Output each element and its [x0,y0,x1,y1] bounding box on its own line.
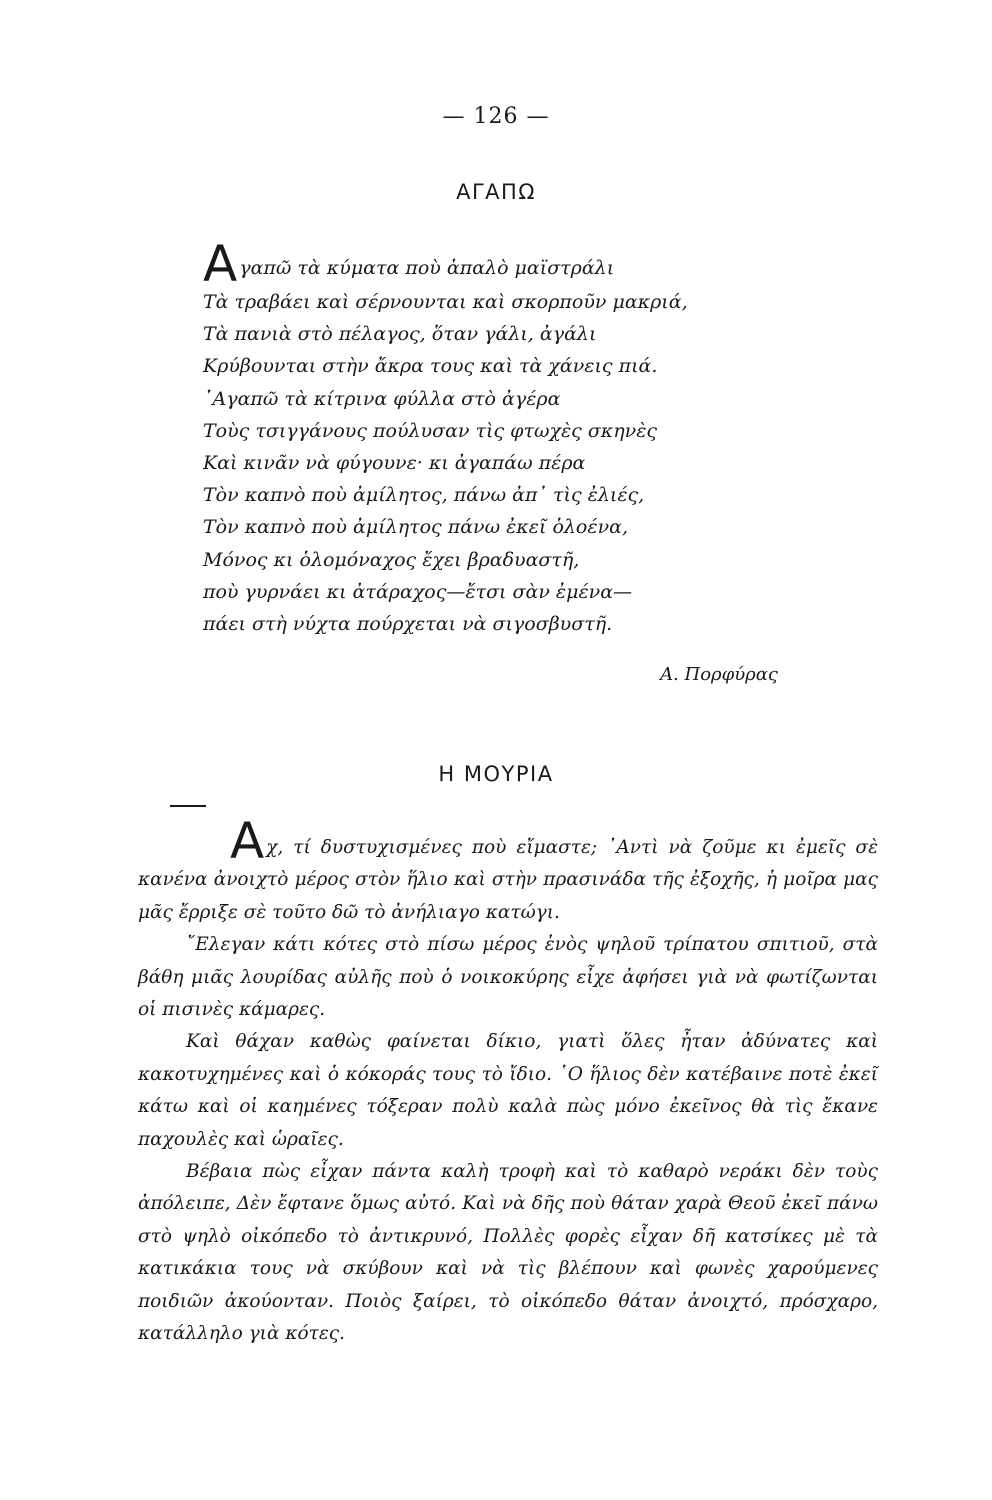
story-body [138,812,878,1351]
story-paragraph: Καὶ θάχαν καθὼς φαίνεται δίκιο, γιατὶ ὅλες ἦταν ἀδύνατες καὶ κακοτυχημένες καὶ ὁ κόκοράς τους τὸ ἴδιο. ῾Ο ἥλιος δὲν κατέβαινε ποτὲ ἐκεῖ κάτω καὶ οἱ καημένες τόξεραν πολὺ καλὰ πὼς μόνο ἐκεῖνος θὰ τὶς ἔκανε παχουλὲς καὶ ὡραῖες. [138,1031,878,1150]
story-paragraph: ῎Ελεγαν κάτι κότες στὸ πίσω μέρος ἑνὸς ψηλοῦ τρίπατου σπιτιοῦ, στὰ βάθη μιᾶς λουρίδας αὐλῆς ποὺ ὁ νοικοκύρης εἶχε ἀφήσει γιὰ νὰ φωτίζωνται οἱ πισινὲς κάμαρες. [138,934,878,1021]
poem-line: Καὶ κινᾶν νὰ φύγουνε· κι ἀγαπάω πέρα [203,452,586,475]
poem-dropcap: Α [203,235,238,293]
poem-line: ποὺ γυρνάει κι ἀτάραχος—ἔτσι σὰν ἐμένα— [203,580,633,603]
poem-title: ΑΓΑΠΩ [456,180,536,204]
story-paragraph [138,812,878,929]
poem-body [203,235,823,640]
poem-line: ᾿Αγαπῶ τὰ κίτρινα φύλλα στὸ ἀγέρα [203,387,561,410]
poem-line: γαπῶ τὰ κύματα ποὺ ἁπαλὸ μαϊστράλι [239,257,615,279]
poem-line: Μόνος κι ὁλομόναχος ἔχει βραδυαστῆ, [203,548,580,571]
poem-line: πάει στὴ νύχτα πούρχεται νὰ σιγοσβυστῆ. [203,613,613,636]
poem-line: Τὸν καπνὸ ποὺ ἀμίλητος πάνω ἐκεῖ ὁλοένα, [203,516,628,539]
poem-line: Τοὺς τσιγγάνους πούλυσαν τὶς φτωχὲς σκηνὲς [203,419,658,442]
poem-line: Τὰ πανιὰ στὸ πέλαγος, ὅταν γάλι, ἀγάλι [203,323,597,346]
story-paragraph: Βέβαια πὼς εἶχαν πάντα καλὴ τροφὴ καὶ τὸ καθαρὸ νεράκι δὲν τοὺς ἀπόλειπε, Δὲν ἔφτανε ὅμως αὐτό. Καὶ νὰ δῆς ποὺ θάταν χαρὰ Θεοῦ ἐκεῖ πάνω στὸ ψηλὸ οἰκόπεδο τὸ ἀντικρυνό, Πολλὲς φορὲς εἶχαν δῆ κατσίκες μὲ τὰ κατικάκια τους νὰ σκύβουν καὶ νὰ τὶς βλέπουν καὶ φωνὲς χαρούμενες ποιδιῶν ἀκούονταν. Ποιὸς ξαίρει, τὸ οἰκόπεδο θάταν ἀνοιχτό, πρόσχαρο, κατάλληλο γιὰ κότες. [138,1161,878,1345]
page-number: — 126 — [442,104,550,129]
poem-line: Τὸν καπνὸ ποὺ ἀμίλητος, πάνω ἀπ᾿ τὶς ἐλιές, [203,484,645,507]
story-title: Η ΜΟΥΡΙΑ [438,762,554,786]
story-dropcap: Α [230,812,265,870]
story-paragraph-text: χ, τί δυστυχισμένες ποὺ εἴμαστε; ᾿Αντὶ νὰ ζοῦμε κι ἐμεῖς σὲ κανένα ἀνοιχτὸ μέρος στὸν ἥλιο καὶ στὴν πρασινάδα τῆς ἐξοχῆς, ἡ μοῖρα μας μᾶς ἔρριξε σὲ τοῦτο δῶ τὸ ἀνήλιαγο κατώγι. [138,837,878,923]
poem-line: Κρύβουνται στὴν ἄκρα τους καὶ τὰ χάνεις πιά. [203,355,658,378]
ornament-dash [170,805,206,807]
poem-author: Α. Πορφύρας [660,664,778,685]
poem-line: Τὰ τραβάει καὶ σέρνουνται καὶ σκορποῦν μακριά, [203,291,688,313]
